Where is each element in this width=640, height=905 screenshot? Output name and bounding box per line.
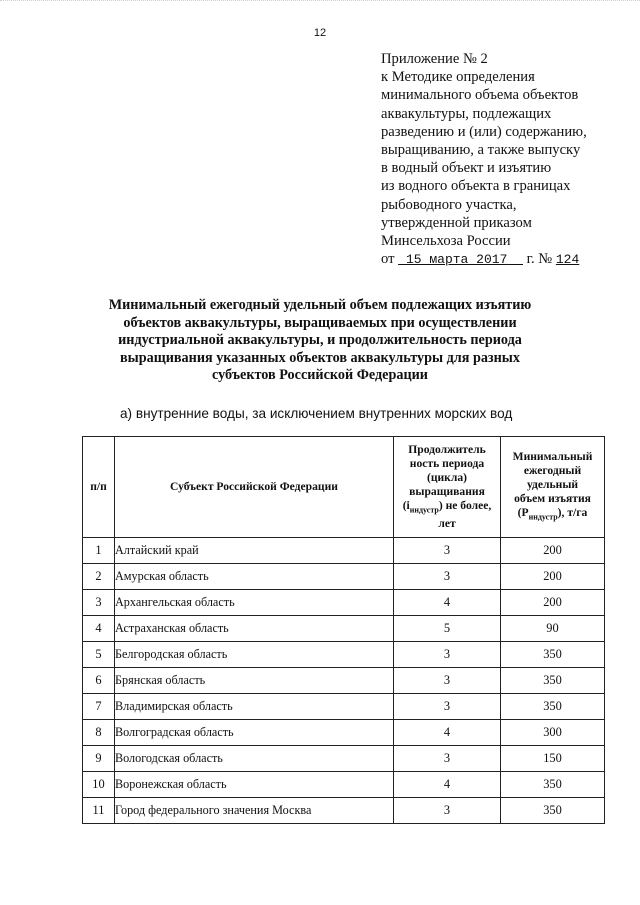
table-row — [83, 798, 605, 824]
row-subject: Алтайский край — [115, 538, 394, 564]
appendix-line: Минсельхоза России — [381, 233, 511, 250]
row-subject: Воронежская область — [115, 772, 394, 798]
table-row — [83, 668, 605, 694]
row-volume: 350 — [501, 772, 605, 798]
appendix-line: минимального объема объектов — [381, 87, 579, 104]
appendix-block — [381, 50, 621, 269]
appendix-line: рыбоводного участка, — [381, 196, 517, 213]
appendix-line: разведению и (или) содержанию, — [381, 123, 587, 140]
table-header-row — [83, 437, 605, 538]
row-volume: 200 — [501, 538, 605, 564]
row-number: 9 — [83, 746, 115, 772]
data-table — [82, 436, 605, 824]
row-period: 3 — [394, 746, 501, 772]
row-period: 3 — [394, 538, 501, 564]
row-period: 5 — [394, 616, 501, 642]
row-subject: Город федерального значения Москва — [115, 798, 394, 824]
table-row — [83, 694, 605, 720]
header-period: Продолжитель ность периода (цикла) выращивания $(i_{индустр})$ не более, лет — [394, 437, 501, 538]
table-row — [83, 590, 605, 616]
row-subject: Белгородская область — [115, 642, 394, 668]
row-number: 7 — [83, 694, 115, 720]
row-period: 3 — [394, 564, 501, 590]
appendix-line: в водный объект и изъятию — [381, 160, 552, 177]
row-volume: 350 — [501, 668, 605, 694]
appendix-line: из водного объекта в границах — [381, 178, 571, 195]
row-volume: 90 — [501, 616, 605, 642]
row-number: 6 — [83, 668, 115, 694]
number-prefix: г. № — [526, 251, 553, 268]
date-prefix: от — [381, 251, 395, 268]
row-number: 4 — [83, 616, 115, 642]
row-period: 4 — [394, 590, 501, 616]
row-volume: 200 — [501, 564, 605, 590]
appendix-date-line — [381, 250, 621, 269]
appendix-line: выращиванию, а также выпуску — [381, 142, 581, 159]
table-row — [83, 616, 605, 642]
row-subject: Астраханская область — [115, 616, 394, 642]
row-volume: 300 — [501, 720, 605, 746]
appendix-line: Приложение № 2 — [381, 51, 488, 67]
table-row — [83, 746, 605, 772]
document-title: Минимальный ежегодный удельный объем подлежащих изъятию объектов аквакультуры, выращиваемых при осуществлении индустриальной аквакультуры, и продолжительность периода выращивания указанных объектов аквакультуры для разных субъектов Российской Федерации — [108, 297, 532, 383]
row-subject: Архангельская область — [115, 590, 394, 616]
row-number: 1 — [83, 538, 115, 564]
row-number: 10 — [83, 772, 115, 798]
row-period: 3 — [394, 798, 501, 824]
table-row — [83, 564, 605, 590]
row-volume: 200 — [501, 590, 605, 616]
order-date: 15 марта 2017 — [405, 252, 508, 268]
row-number: 3 — [83, 590, 115, 616]
row-number: 11 — [83, 798, 115, 824]
appendix-line: к Методике определения — [381, 69, 535, 86]
row-number: 5 — [83, 642, 115, 668]
row-period: 4 — [394, 772, 501, 798]
appendix-line: аквакультуры, подлежащих — [381, 105, 552, 122]
row-volume: 150 — [501, 746, 605, 772]
section-subtitle: а) внутренние воды, за исключением внутренних морских вод — [120, 406, 513, 421]
header-volume: Минимальный ежегодный удельный объем изъятия $(P_{индустр})$, т/га — [501, 437, 605, 538]
table-row — [83, 720, 605, 746]
table-row — [83, 772, 605, 798]
row-volume: 350 — [501, 642, 605, 668]
header-subject: Субъект Российской Федерации — [115, 437, 394, 538]
row-subject: Владимирская область — [115, 694, 394, 720]
row-volume: 350 — [501, 798, 605, 824]
table-row — [83, 642, 605, 668]
page-top-edge — [0, 0, 640, 7]
row-period: 3 — [394, 642, 501, 668]
order-number: 124 — [555, 252, 580, 268]
row-volume: 350 — [501, 694, 605, 720]
row-subject: Брянская область — [115, 668, 394, 694]
row-period: 3 — [394, 694, 501, 720]
row-period: 4 — [394, 720, 501, 746]
row-subject: Волгоградская область — [115, 720, 394, 746]
row-number: 2 — [83, 564, 115, 590]
table-row — [83, 538, 605, 564]
header-num: п/п — [83, 437, 115, 538]
row-subject: Вологодская область — [115, 746, 394, 772]
appendix-line: утвержденной приказом — [381, 214, 532, 231]
row-period: 3 — [394, 668, 501, 694]
page-number: 12 — [313, 27, 327, 39]
row-number: 8 — [83, 720, 115, 746]
row-subject: Амурская область — [115, 564, 394, 590]
